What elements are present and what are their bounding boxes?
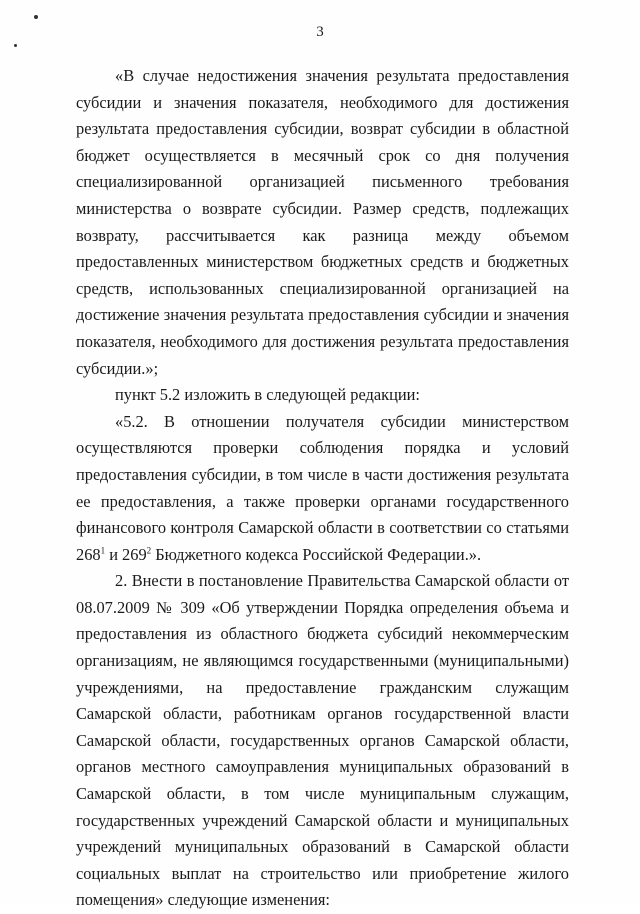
document-body [76,63,569,914]
paragraph-item-5-2-intro: пункт 5.2 изложить в следующей редакции: [115,385,420,405]
scan-mark [34,15,38,19]
paragraph-item-5-2-text: «5.2. В отношении получателя субсидии министерством осуществляются проверки соблюдения порядка и условий предоставления субсидии, в том числе в части достижения результата ее предоставления, а также проверки органами государственного финансового контроля Самарской области в соответствии со статьями 268 [76,411,569,564]
scan-mark [14,44,17,47]
paragraph-subsidy-return: «В случае недостижения значения результата предоставления субсидии и значения показателя, необходимого для достижения результата предоставления субсидии, возврат субсидии в областной бюджет осуществляется в месячный срок со дня получения специализированной организацией письменного требования министерства о возврате субсидии. Размер средств, подлежащих возврату, рассчитывается как разница между объемом предоставленных министерством бюджетных средств и бюджетных средств, использованных специализированной организацией на достижение значения результата предоставления субсидии и значения показателя, необходимого для достижения результата предоставления субсидии.»; [76,66,569,378]
article-superscript: 2 [146,545,152,556]
paragraph-item-5-2 [76,409,569,569]
paragraph-item-2: 2. Внести в постановление Правительства Самарской области от 08.07.2009 № 309 «Об утверждении Порядка определения объема и предоставления из областного бюджета субсидий некоммерческим организациям, не являющимся государственными (муниципальными) учреждениями, на предоставление гражданским служащим Самарской области, работникам органов государственной власти Самарской области, государственных органов Самарской области, органов местного самоуправления муниципальных образований в Самарской области, в том числе муниципальным служащим, государственных учреждений Самарской области и муниципальных учреждений муниципальных образований в Самарской области социальных выплат на строительство или приобретение жилого помещения» следующие изменения: [76,571,569,910]
article-superscript: 1 [100,545,106,556]
paragraph-item-5-2-text: и 269 [105,544,147,564]
paragraph-item-5-2-text: Бюджетного кодекса Российской Федерации.». [151,544,482,564]
page-number: 3 [316,24,324,40]
